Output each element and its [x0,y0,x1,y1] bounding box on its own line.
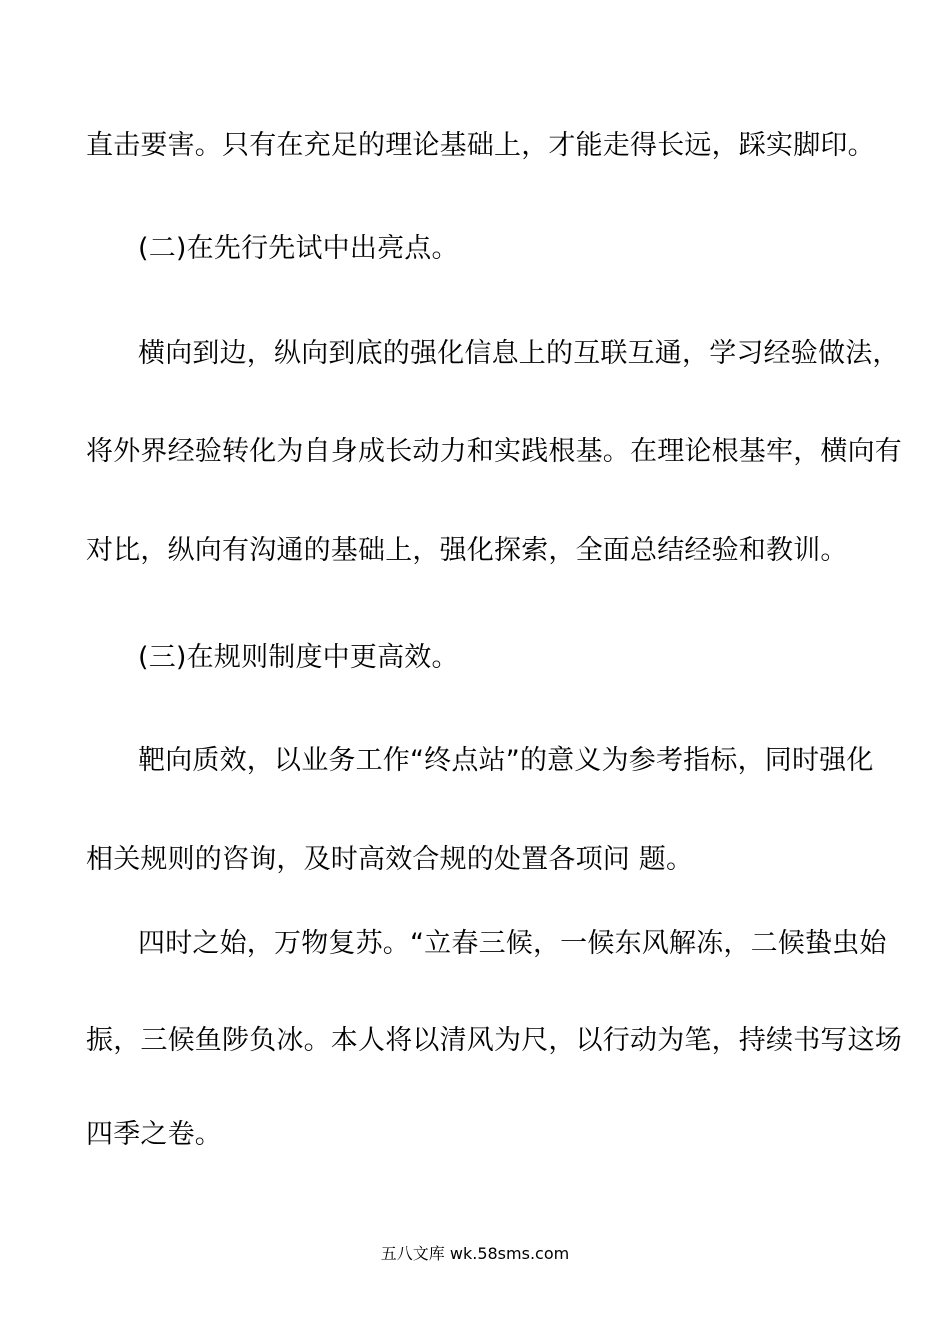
footer-watermark: 五八文库 wk.58sms.com [380,1244,570,1263]
paragraph-line-1: 直击要害。只有在充足的理论基础上，才能走得长远，踩实脚印。 [86,130,875,161]
paragraph-line-3: 横向到边，纵向到底的强化信息上的互联互通，学习经验做法， [138,338,900,369]
paragraph-line-5: 对比，纵向有沟通的基础上，强化探索，全面总结经验和教训。 [86,535,848,566]
section-heading-2: (二)在先行先试中出亮点。 [138,233,459,264]
paragraph-line-8: 相关规则的咨询，及时高效合规的处置各项问 题。 [86,844,694,875]
paragraph-line-11: 四季之卷。 [86,1119,222,1150]
paragraph-line-10: 振，三候鱼陟负冰。本人将以清风为尺，以行动为笔，持续书写这场 [86,1025,902,1056]
paragraph-line-4: 将外界经验转化为自身成长动力和实践根基。在理论根基牢，横向有 [86,436,902,467]
paragraph-line-7: 靶向质效，以业务工作“终点站”的意义为参考指标，同时强化 [138,745,874,776]
paragraph-line-9: 四时之始，万物复苏。“立春三候，一候东风解冻，二候蛰虫始 [138,928,887,959]
section-heading-3: (三)在规则制度中更高效。 [138,642,459,673]
